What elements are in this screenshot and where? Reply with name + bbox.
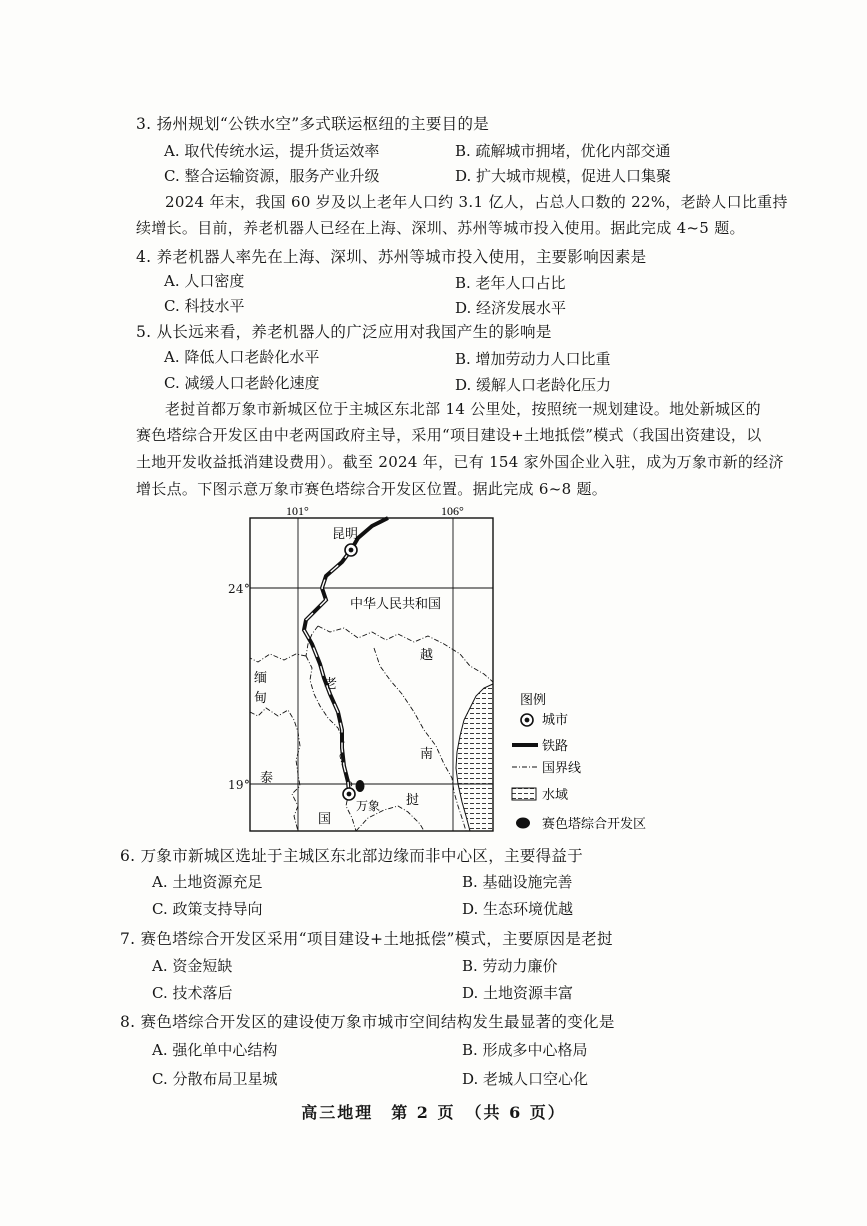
q3-option-b: B. 疏解城市拥堵，优化内部交通: [455, 142, 671, 160]
passage2-line3: 土地开发收益抵消建设费用）。截至 2024 年，已有 154 家外国企业入驻，成为万象市新的经济: [136, 453, 784, 471]
q5-stem: 5. 从长远来看，养老机器人的广泛应用对我国产生的影响是: [136, 323, 552, 341]
vietnam-label-2: 南: [420, 747, 434, 762]
q6-option-b: B. 基础设施完善: [462, 873, 573, 891]
q5-option-b: B. 增加劳动力人口比重: [455, 350, 611, 368]
city-vientiane-dot: [347, 792, 352, 797]
q6-option-a: A. 土地资源充足: [152, 873, 263, 891]
passage1-line2: 续增长。目前，养老机器人已经在上海、深圳、苏州等城市投入使用。据此完成 4~5 题。: [136, 219, 745, 237]
legend-title: 图例: [520, 693, 547, 708]
q7-option-c: C. 技术落后: [152, 984, 233, 1002]
passage2-line4: 增长点。下图示意万象市赛色塔综合开发区位置。据此完成 6~8 题。: [136, 480, 608, 498]
q7-option-d: D. 土地资源丰富: [462, 984, 574, 1002]
lat-24-label: 24°: [228, 582, 251, 596]
legend-city-label: 城市: [542, 713, 569, 728]
q7-option-a: A. 资金短缺: [152, 957, 233, 975]
q3-option-d: D. 扩大城市规模，促进人口集聚: [455, 167, 672, 185]
lon-106-label: 106°: [441, 504, 464, 518]
legend-water-icon: [512, 788, 536, 800]
laos-label-2: 挝: [406, 793, 420, 808]
q3-option-a: A. 取代传统水运，提升货运效率: [164, 142, 380, 160]
lat-19-label: 19°: [228, 778, 251, 792]
legend-rail-label: 铁路: [542, 739, 569, 754]
thailand-label-2: 国: [318, 812, 332, 827]
saysettha-zone-marker: [356, 780, 365, 792]
q6-stem: 6. 万象市新城区选址于主城区东北部边缘而非中心区，主要得益于: [120, 847, 584, 865]
legend-zone-label: 赛色塔综合开发区: [542, 817, 647, 832]
location-map: [248, 504, 668, 834]
lon-101-label: 101°: [286, 504, 309, 518]
passage2-line2: 赛色塔综合开发区由中老两国政府主导，采用“项目建设+土地抵偿”模式（我国出资建设，以: [136, 426, 762, 444]
laos-label-1: 老: [324, 677, 338, 692]
q5-option-d: D. 缓解人口老龄化压力: [455, 376, 612, 394]
kunming-label: 昆明: [332, 527, 359, 542]
city-kunming-dot: [349, 548, 354, 553]
q3-stem: 3. 扬州规划“公铁水空”多式联运枢纽的主要目的是: [136, 115, 490, 133]
q8-option-b: B. 形成多中心格局: [462, 1041, 588, 1059]
page-footer: 高三地理 第 2 页 （共 6 页）: [301, 1103, 566, 1122]
q8-option-c: C. 分散布局卫星城: [152, 1070, 278, 1088]
q6-option-c: C. 政策支持导向: [152, 900, 263, 918]
passage2-line1: 老挝首都万象市新城区位于主城区东北部 14 公里处，按照统一规划建设。地处新城区的: [165, 400, 761, 418]
q4-option-b: B. 老年人口占比: [455, 274, 566, 292]
q8-stem: 8. 赛色塔综合开发区的建设使万象市城市空间结构发生最显著的变化是: [120, 1013, 615, 1031]
q8-option-d: D. 老城人口空心化: [462, 1070, 589, 1088]
passage1-line1: 2024 年末，我国 60 岁及以上老年人口约 3.1 亿人，占总人口数的 22%，老龄人口比重持: [165, 193, 788, 211]
q5-option-a: A. 降低人口老龄化水平: [164, 348, 320, 366]
q7-option-b: B. 劳动力廉价: [462, 957, 558, 975]
q4-stem: 4. 养老机器人率先在上海、深圳、苏州等城市投入使用，主要影响因素是: [136, 248, 647, 266]
q7-stem: 7. 赛色塔综合开发区采用“项目建设+土地抵偿”模式，主要原因是老挝: [120, 930, 613, 948]
water-body: [456, 684, 493, 831]
china-label: 中华人民共和国: [350, 597, 442, 612]
q3-option-c: C. 整合运输资源，服务产业升级: [164, 167, 380, 185]
q8-option-a: A. 强化单中心结构: [152, 1041, 278, 1059]
q4-option-c: C. 科技水平: [164, 297, 245, 315]
legend-border-label: 国界线: [542, 761, 582, 776]
legend-water-label: 水域: [542, 788, 569, 803]
vietnam-label-1: 越: [420, 648, 434, 663]
vientiane-label: 万象: [356, 799, 381, 813]
map-legend: [512, 693, 646, 832]
myanmar-label-1: 缅: [254, 671, 268, 686]
q4-option-a: A. 人口密度: [164, 272, 245, 290]
q5-option-c: C. 减缓人口老龄化速度: [164, 374, 320, 392]
q6-option-d: D. 生态环境优越: [462, 900, 574, 918]
myanmar-label-2: 甸: [254, 691, 268, 706]
thailand-label-1: 泰: [260, 771, 274, 786]
q4-option-d: D. 经济发展水平: [455, 299, 567, 317]
legend-zone-icon: [516, 818, 530, 829]
